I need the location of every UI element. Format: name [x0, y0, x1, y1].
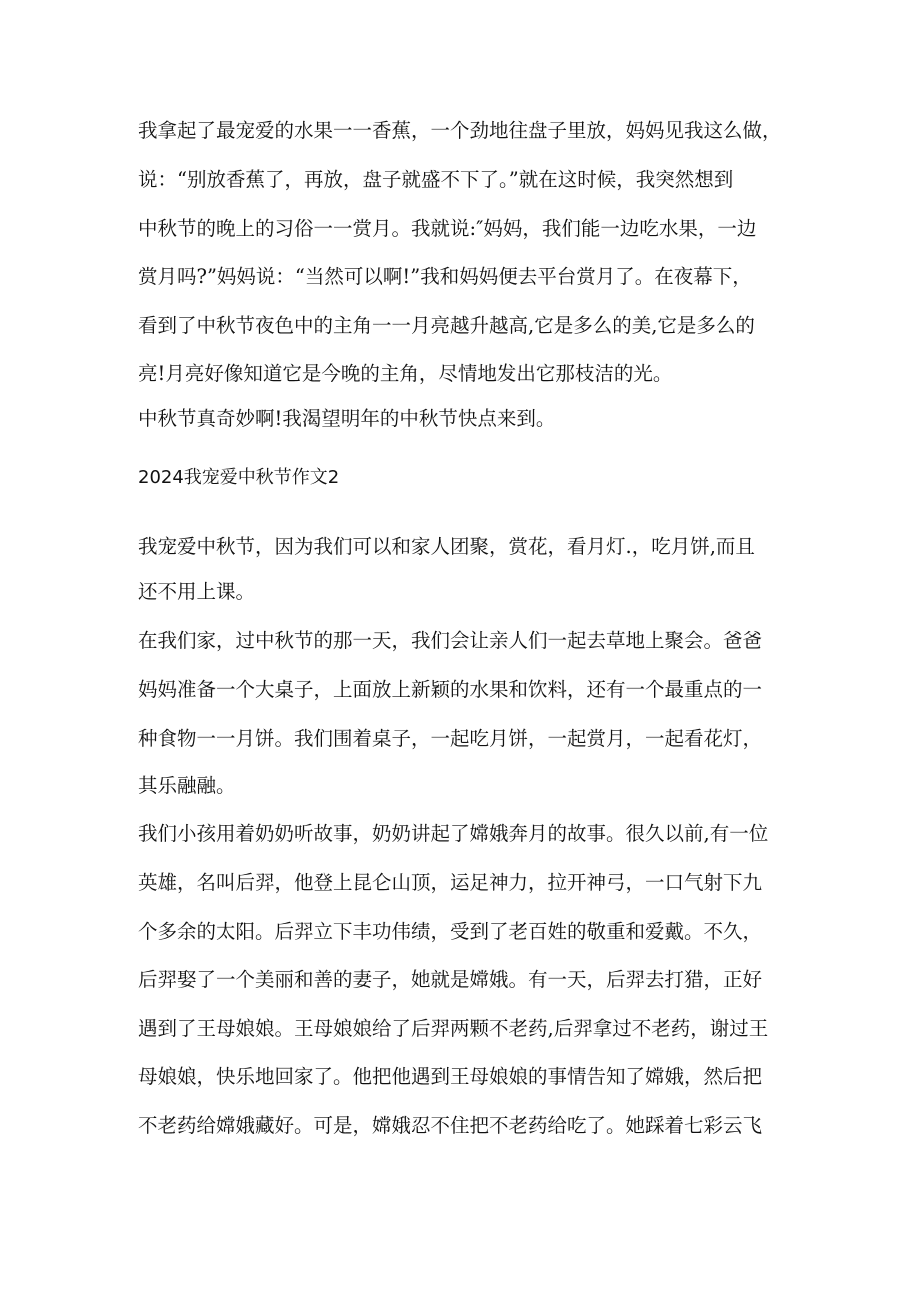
paragraph-5-line-1: 我们小孩用着奶奶听故事，奶奶讲起了嫦娥奔月的故事。很久以前,有一位 [138, 822, 769, 845]
paragraph-5-line-2: 英雄，名叫后羿，他登上昆仑山顶，运足神力，拉开神弓，一口气射下九 [138, 871, 763, 894]
paragraph-2-line-1: 中秋节真奇妙啊!我渴望明年的中秋节快点来到。 [138, 407, 556, 430]
paragraph-1-line-5: 看到了中秋节夜色中的主角一一月亮越升越高,它是多么的美,它是多么的 [138, 314, 755, 337]
paragraph-3-line-2: 还不用上课。 [138, 580, 256, 603]
paragraph-3-line-1: 我宠爱中秋节，因为我们可以和家人团聚，赏花，看月灯.，吃月饼,而且 [138, 535, 755, 558]
paragraph-4-line-3: 种食物一一月饼。我们围着桌子，一起吃月饼，一起赏月，一起看花灯， [138, 727, 763, 750]
paragraph-4-line-1: 在我们家，过中秋节的那一天，我们会让亲人们一起去草地上聚会。爸爸 [138, 629, 763, 652]
paragraph-1-line-2: 说：“别放香蕉了，再放，盘子就盛不下了。”就在这时候，我突然想到 [138, 168, 734, 191]
paragraph-1-line-6: 亮!月亮好像知道它是今晚的主角，尽情地发出它那枝洁的光。 [138, 362, 673, 385]
paragraph-1-line-1: 我拿起了最宠爱的水果一一香蕉，一个劲地往盘子里放，妈妈见我这么做， [138, 119, 782, 142]
paragraph-4-line-2: 妈妈准备一个大桌子，上面放上新颖的水果和饮料，还有一个最重点的一 [138, 678, 763, 701]
paragraph-5-line-6: 母娘娘，快乐地回家了。他把他遇到王母娘娘的事情告知了嫦娥，然后把 [138, 1065, 763, 1088]
paragraph-1-line-3: 中秋节的晚上的习俗一一赏月。我就说:″妈妈，我们能一边吃水果，一边 [138, 217, 757, 240]
paragraph-5-line-7: 不老药给嫦娥藏好。可是，嫦娥忍不住把不老药给吃了。她踩着七彩云飞 [138, 1114, 763, 1137]
paragraph-4-line-4: 其乐融融。 [138, 774, 236, 797]
paragraph-5-line-5: 遇到了王母娘娘。王母娘娘给了后羿两颗不老药,后羿拿过不老药，谢过王 [138, 1017, 769, 1040]
paragraph-1-line-4: 赏月吗?”妈妈说：“当然可以啊!”我和妈妈便去平台赏月了。在夜幕下， [138, 265, 752, 288]
paragraph-5-line-4: 后羿娶了一个美丽和善的妻子，她就是嫦娥。有一天，后羿去打猎，正好 [138, 968, 763, 991]
paragraph-5-line-3: 个多余的太阳。后羿立下丰功伟绩，受到了老百姓的敬重和爱戴。不久， [138, 920, 763, 943]
section-heading: 2024我宠爱中秋节作文2 [138, 467, 340, 488]
